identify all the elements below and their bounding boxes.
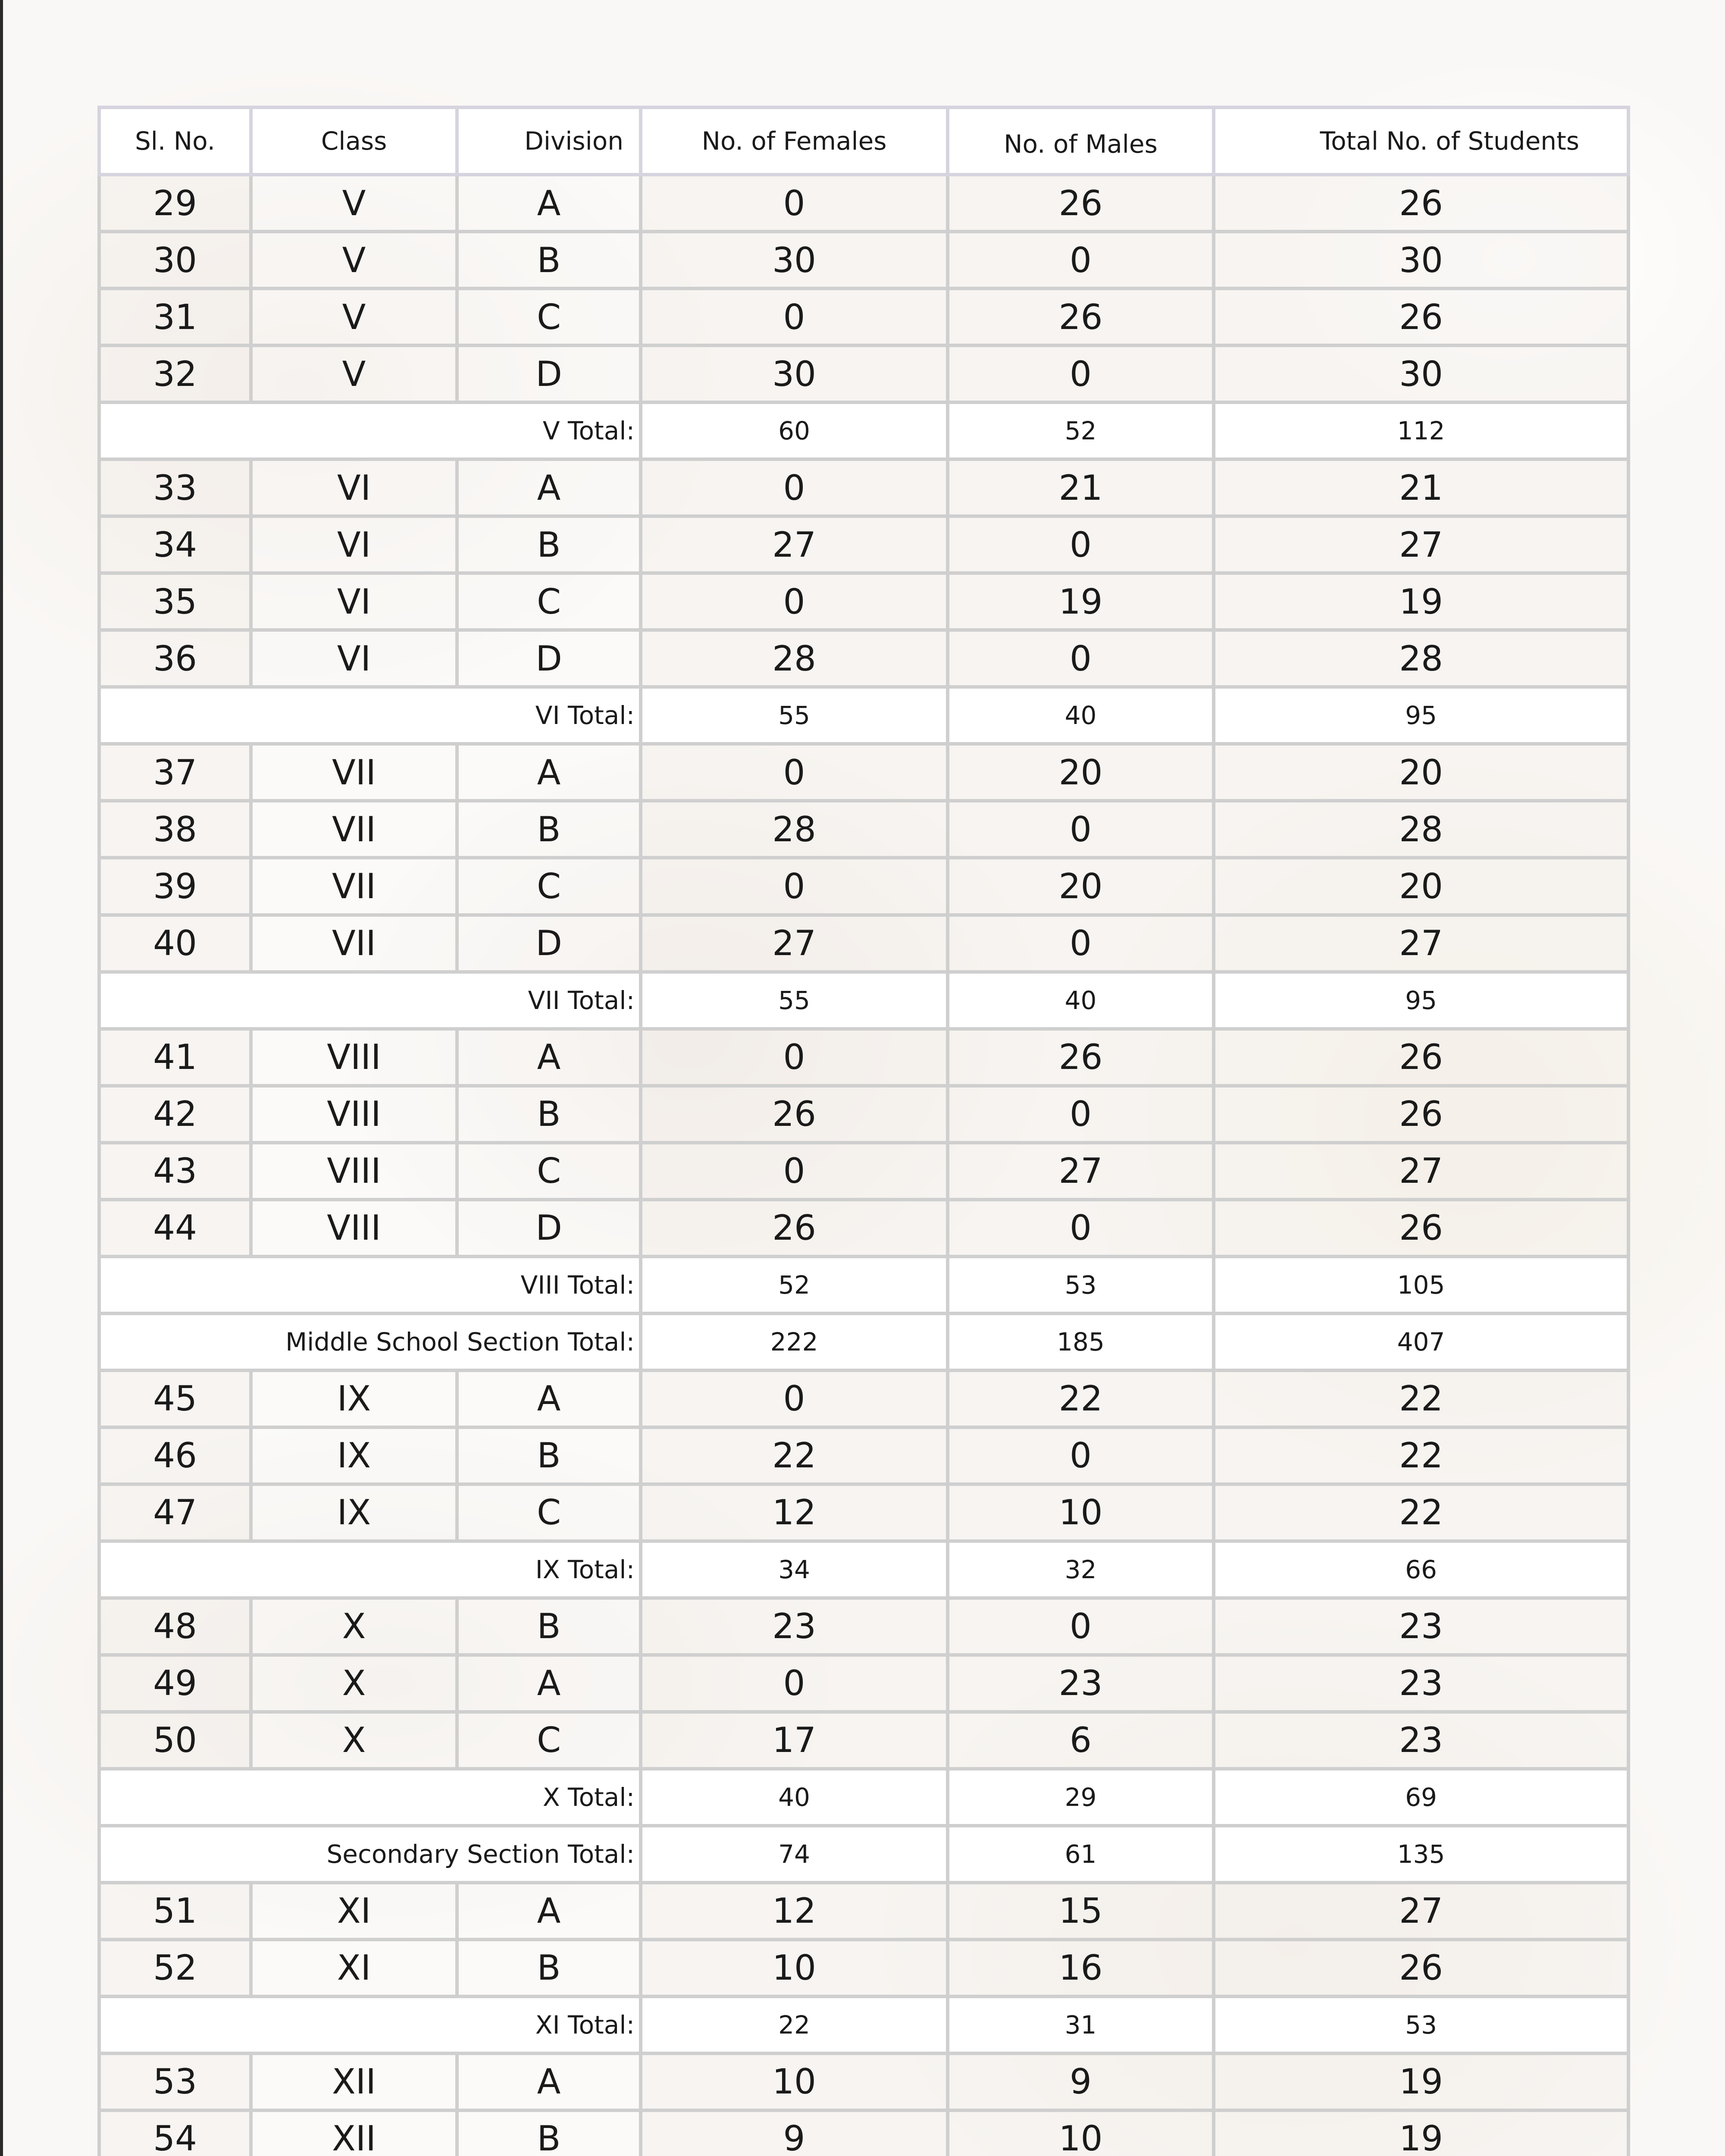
males-cell: 26 [948, 288, 1214, 345]
subtotal-label: VI Total: [99, 687, 641, 744]
subtotal-label: V Total: [99, 402, 641, 459]
total-cell: 20 [1214, 858, 1628, 915]
males-cell: 9 [948, 2053, 1214, 2110]
subtotal-label: XI Total: [99, 1996, 641, 2053]
subtotal-total: 95 [1214, 972, 1628, 1029]
males-cell: 0 [948, 630, 1214, 687]
sl-no-cell: 39 [99, 858, 251, 915]
sl-no-cell: 30 [99, 232, 251, 288]
class-cell: VIII [251, 1200, 457, 1257]
class-cell: VII [251, 801, 457, 858]
total-cell: 21 [1214, 459, 1628, 516]
division-cell: D [457, 1200, 641, 1257]
table-row [99, 2110, 1628, 2156]
subtotal-females: 60 [641, 402, 948, 459]
header-sl-no: Sl. No. [99, 107, 251, 175]
subtotal-total: 66 [1214, 1541, 1628, 1598]
males-cell: 22 [948, 1370, 1214, 1427]
total-cell: 28 [1214, 630, 1628, 687]
females-cell: 9 [641, 2110, 948, 2156]
males-cell: 0 [948, 1086, 1214, 1143]
females-cell: 0 [641, 175, 948, 232]
sl-no-cell: 34 [99, 516, 251, 573]
table-row [99, 573, 1628, 630]
total-cell: 26 [1214, 1200, 1628, 1257]
class-cell: VI [251, 459, 457, 516]
table-row [99, 744, 1628, 801]
males-cell: 15 [948, 1883, 1214, 1940]
females-cell: 0 [641, 459, 948, 516]
total-cell: 22 [1214, 1484, 1628, 1541]
division-cell: B [457, 801, 641, 858]
class-cell: VIII [251, 1143, 457, 1200]
division-cell: B [457, 1086, 641, 1143]
class-cell: X [251, 1712, 457, 1769]
sl-no-cell: 35 [99, 573, 251, 630]
sl-no-cell: 44 [99, 1200, 251, 1257]
subtotal-females: 222 [641, 1313, 948, 1370]
sl-no-cell: 41 [99, 1029, 251, 1086]
header-males: No. of Males [948, 107, 1214, 175]
subtotal-females: 40 [641, 1769, 948, 1826]
class-cell: IX [251, 1484, 457, 1541]
division-cell: C [457, 288, 641, 345]
header-division: Division [457, 107, 641, 175]
class-cell: VI [251, 573, 457, 630]
subtotal-females: 52 [641, 1257, 948, 1313]
sl-no-cell: 38 [99, 801, 251, 858]
sl-no-cell: 42 [99, 1086, 251, 1143]
subtotal-females: 55 [641, 687, 948, 744]
table-row [99, 459, 1628, 516]
subtotal-row [99, 1769, 1628, 1826]
males-cell: 0 [948, 1427, 1214, 1484]
subtotal-label: VII Total: [99, 972, 641, 1029]
females-cell: 28 [641, 801, 948, 858]
total-cell: 27 [1214, 915, 1628, 972]
class-cell: VIII [251, 1086, 457, 1143]
total-cell: 19 [1214, 2053, 1628, 2110]
total-cell: 30 [1214, 345, 1628, 402]
sl-no-cell: 54 [99, 2110, 251, 2156]
total-cell: 20 [1214, 744, 1628, 801]
table-row [99, 858, 1628, 915]
subtotal-males: 32 [948, 1541, 1214, 1598]
sl-no-cell: 37 [99, 744, 251, 801]
sl-no-cell: 52 [99, 1940, 251, 1996]
subtotal-total: 407 [1214, 1313, 1628, 1370]
sl-no-cell: 46 [99, 1427, 251, 1484]
sl-no-cell: 45 [99, 1370, 251, 1427]
sl-no-cell: 32 [99, 345, 251, 402]
division-cell: A [457, 1029, 641, 1086]
subtotal-row [99, 1313, 1628, 1370]
class-cell: VIII [251, 1029, 457, 1086]
table-row [99, 232, 1628, 288]
table-row [99, 1484, 1628, 1541]
females-cell: 30 [641, 232, 948, 288]
division-cell: B [457, 2110, 641, 2156]
table-row [99, 1598, 1628, 1655]
total-cell: 23 [1214, 1655, 1628, 1712]
sl-no-cell: 40 [99, 915, 251, 972]
sl-no-cell: 50 [99, 1712, 251, 1769]
table-row [99, 1883, 1628, 1940]
sl-no-cell: 51 [99, 1883, 251, 1940]
females-cell: 10 [641, 2053, 948, 2110]
total-cell: 22 [1214, 1370, 1628, 1427]
females-cell: 27 [641, 516, 948, 573]
division-cell: A [457, 1655, 641, 1712]
class-cell: XI [251, 1883, 457, 1940]
division-cell: A [457, 459, 641, 516]
females-cell: 26 [641, 1200, 948, 1257]
table-row [99, 516, 1628, 573]
subtotal-males: 31 [948, 1996, 1214, 2053]
females-cell: 17 [641, 1712, 948, 1769]
females-cell: 0 [641, 858, 948, 915]
class-cell: VII [251, 858, 457, 915]
females-cell: 0 [641, 573, 948, 630]
class-cell: X [251, 1655, 457, 1712]
subtotal-total: 53 [1214, 1996, 1628, 2053]
total-cell: 23 [1214, 1712, 1628, 1769]
class-cell: VI [251, 630, 457, 687]
subtotal-males: 61 [948, 1826, 1214, 1883]
males-cell: 0 [948, 915, 1214, 972]
males-cell: 20 [948, 858, 1214, 915]
division-cell: A [457, 1370, 641, 1427]
subtotal-total: 135 [1214, 1826, 1628, 1883]
subtotal-row [99, 402, 1628, 459]
division-cell: B [457, 1598, 641, 1655]
sl-no-cell: 33 [99, 459, 251, 516]
total-cell: 27 [1214, 1883, 1628, 1940]
division-cell: B [457, 232, 641, 288]
table-row [99, 1086, 1628, 1143]
class-cell: V [251, 345, 457, 402]
table-row [99, 915, 1628, 972]
subtotal-males: 40 [948, 972, 1214, 1029]
subtotal-row [99, 687, 1628, 744]
subtotal-total: 105 [1214, 1257, 1628, 1313]
division-cell: D [457, 915, 641, 972]
males-cell: 26 [948, 1029, 1214, 1086]
subtotal-row [99, 1826, 1628, 1883]
subtotal-females: 22 [641, 1996, 948, 2053]
student-strength-table [97, 106, 1630, 2156]
females-cell: 0 [641, 288, 948, 345]
table-row [99, 288, 1628, 345]
total-cell: 22 [1214, 1427, 1628, 1484]
class-cell: XI [251, 1940, 457, 1996]
females-cell: 0 [641, 1655, 948, 1712]
total-cell: 19 [1214, 573, 1628, 630]
males-cell: 0 [948, 801, 1214, 858]
total-cell: 26 [1214, 1086, 1628, 1143]
females-cell: 10 [641, 1940, 948, 1996]
table-row [99, 1029, 1628, 1086]
females-cell: 0 [641, 1370, 948, 1427]
females-cell: 0 [641, 1029, 948, 1086]
males-cell: 20 [948, 744, 1214, 801]
header-total: Total No. of Students [1214, 107, 1628, 175]
total-cell: 27 [1214, 516, 1628, 573]
table-row [99, 1655, 1628, 1712]
males-cell: 10 [948, 2110, 1214, 2156]
class-cell: XII [251, 2110, 457, 2156]
sl-no-cell: 53 [99, 2053, 251, 2110]
class-cell: X [251, 1598, 457, 1655]
subtotal-label: X Total: [99, 1769, 641, 1826]
males-cell: 16 [948, 1940, 1214, 1996]
total-cell: 26 [1214, 288, 1628, 345]
subtotal-males: 52 [948, 402, 1214, 459]
class-cell: V [251, 288, 457, 345]
subtotal-label: IX Total: [99, 1541, 641, 1598]
division-cell: A [457, 175, 641, 232]
class-cell: XII [251, 2053, 457, 2110]
males-cell: 0 [948, 232, 1214, 288]
class-cell: IX [251, 1427, 457, 1484]
total-cell: 26 [1214, 1029, 1628, 1086]
table-row [99, 1200, 1628, 1257]
subtotal-total: 69 [1214, 1769, 1628, 1826]
class-cell: VI [251, 516, 457, 573]
males-cell: 19 [948, 573, 1214, 630]
total-cell: 28 [1214, 801, 1628, 858]
subtotal-males: 185 [948, 1313, 1214, 1370]
sl-no-cell: 47 [99, 1484, 251, 1541]
females-cell: 12 [641, 1484, 948, 1541]
subtotal-males: 40 [948, 687, 1214, 744]
division-cell: A [457, 1883, 641, 1940]
females-cell: 12 [641, 1883, 948, 1940]
table-row [99, 801, 1628, 858]
table-row [99, 1427, 1628, 1484]
division-cell: A [457, 744, 641, 801]
class-cell: V [251, 175, 457, 232]
females-cell: 28 [641, 630, 948, 687]
subtotal-females: 55 [641, 972, 948, 1029]
subtotal-row [99, 1996, 1628, 2053]
subtotal-row [99, 1541, 1628, 1598]
males-cell: 21 [948, 459, 1214, 516]
subtotal-label: Secondary Section Total: [99, 1826, 641, 1883]
class-cell: V [251, 232, 457, 288]
males-cell: 10 [948, 1484, 1214, 1541]
subtotal-males: 53 [948, 1257, 1214, 1313]
sl-no-cell: 48 [99, 1598, 251, 1655]
females-cell: 26 [641, 1086, 948, 1143]
division-cell: D [457, 345, 641, 402]
males-cell: 23 [948, 1655, 1214, 1712]
subtotal-row [99, 972, 1628, 1029]
table-row [99, 1143, 1628, 1200]
subtotal-males: 29 [948, 1769, 1214, 1826]
total-cell: 19 [1214, 2110, 1628, 2156]
females-cell: 0 [641, 744, 948, 801]
subtotal-label: Middle School Section Total: [99, 1313, 641, 1370]
division-cell: B [457, 1427, 641, 1484]
sl-no-cell: 43 [99, 1143, 251, 1200]
total-cell: 26 [1214, 1940, 1628, 1996]
class-cell: VII [251, 744, 457, 801]
page-edge [0, 0, 3, 2156]
subtotal-females: 74 [641, 1826, 948, 1883]
females-cell: 22 [641, 1427, 948, 1484]
class-cell: IX [251, 1370, 457, 1427]
total-cell: 30 [1214, 232, 1628, 288]
division-cell: D [457, 630, 641, 687]
division-cell: B [457, 1940, 641, 1996]
females-cell: 23 [641, 1598, 948, 1655]
total-cell: 27 [1214, 1143, 1628, 1200]
males-cell: 0 [948, 1598, 1214, 1655]
males-cell: 26 [948, 175, 1214, 232]
division-cell: C [457, 573, 641, 630]
table-row [99, 2053, 1628, 2110]
subtotal-total: 95 [1214, 687, 1628, 744]
males-cell: 0 [948, 516, 1214, 573]
subtotal-label: VIII Total: [99, 1257, 641, 1313]
division-cell: C [457, 1484, 641, 1541]
table-row [99, 175, 1628, 232]
males-cell: 27 [948, 1143, 1214, 1200]
class-cell: VII [251, 915, 457, 972]
header-row [99, 107, 1628, 175]
division-cell: B [457, 516, 641, 573]
header-females: No. of Females [641, 107, 948, 175]
table-row [99, 1712, 1628, 1769]
males-cell: 0 [948, 345, 1214, 402]
males-cell: 0 [948, 1200, 1214, 1257]
subtotal-females: 34 [641, 1541, 948, 1598]
division-cell: C [457, 1143, 641, 1200]
table-row [99, 1940, 1628, 1996]
females-cell: 0 [641, 1143, 948, 1200]
division-cell: C [457, 1712, 641, 1769]
males-cell: 6 [948, 1712, 1214, 1769]
division-cell: A [457, 2053, 641, 2110]
sl-no-cell: 31 [99, 288, 251, 345]
header-class: Class [251, 107, 457, 175]
total-cell: 26 [1214, 175, 1628, 232]
females-cell: 30 [641, 345, 948, 402]
sl-no-cell: 49 [99, 1655, 251, 1712]
females-cell: 27 [641, 915, 948, 972]
subtotal-total: 112 [1214, 402, 1628, 459]
division-cell: C [457, 858, 641, 915]
table-row [99, 630, 1628, 687]
sl-no-cell: 29 [99, 175, 251, 232]
table-row [99, 1370, 1628, 1427]
total-cell: 23 [1214, 1598, 1628, 1655]
table-row [99, 345, 1628, 402]
sl-no-cell: 36 [99, 630, 251, 687]
subtotal-row [99, 1257, 1628, 1313]
